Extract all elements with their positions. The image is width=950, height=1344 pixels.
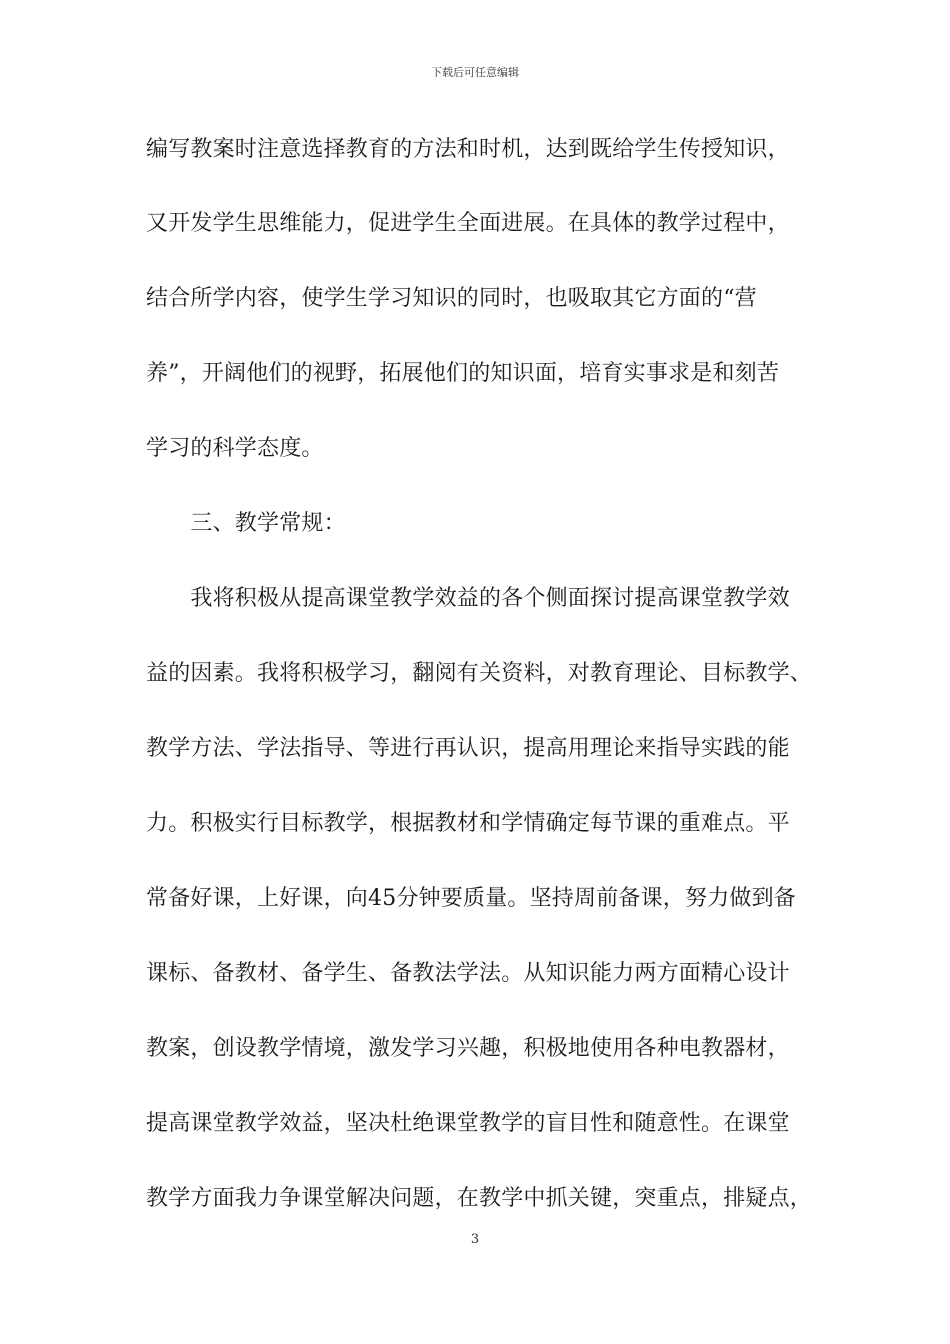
text-line: 力。积极实行目标教学，根据教材和学情确定每节课的重难点。平 — [146, 811, 790, 836]
text-line: 我将积极从提高课堂教学效益的各个侧面探讨提高课堂教学效 — [146, 586, 790, 611]
page-header: 下载后可任意编辑 — [431, 66, 519, 79]
text-line: 教案，创设教学情境，激发学习兴趣，积极地使用各种电教器材， — [146, 1036, 790, 1061]
text-line: 常备好课，上好课，向45分钟要质量。坚持周前备课，努力做到备 — [146, 886, 796, 911]
page-number: 3 — [470, 1232, 480, 1247]
text-line: 编写教案时注意选择教育的方法和时机，达到既给学生传授知识， — [146, 137, 790, 162]
text-line: 结合所学内容，使学生学习知识的同时，也吸取其它方面的“营 — [146, 286, 757, 311]
text-line: 课标、备教材、备学生、备教法学法。从知识能力两方面精心设计 — [146, 961, 790, 986]
text-line: 教学方法、学法指导、等进行再认识，提高用理论来指导实践的能 — [146, 736, 790, 761]
text-line: 学习的科学态度。 — [146, 436, 324, 461]
text-line: 养”，开阔他们的视野，拓展他们的知识面，培育实事求是和刻苦 — [146, 361, 780, 386]
text-line: 又开发学生思维能力，促进学生全面进展。在具体的教学过程中， — [146, 211, 790, 236]
text-line: 教学方面我力争课堂解决问题，在教学中抓关键，突重点，排疑点， — [146, 1186, 813, 1211]
section-heading: 三、教学常规： — [146, 511, 346, 536]
text-line: 提高课堂教学效益，坚决杜绝课堂教学的盲目性和随意性。在课堂 — [146, 1111, 790, 1136]
text-line: 益的因素。我将积极学习，翻阅有关资料，对教育理论、目标教学、 — [146, 661, 813, 686]
